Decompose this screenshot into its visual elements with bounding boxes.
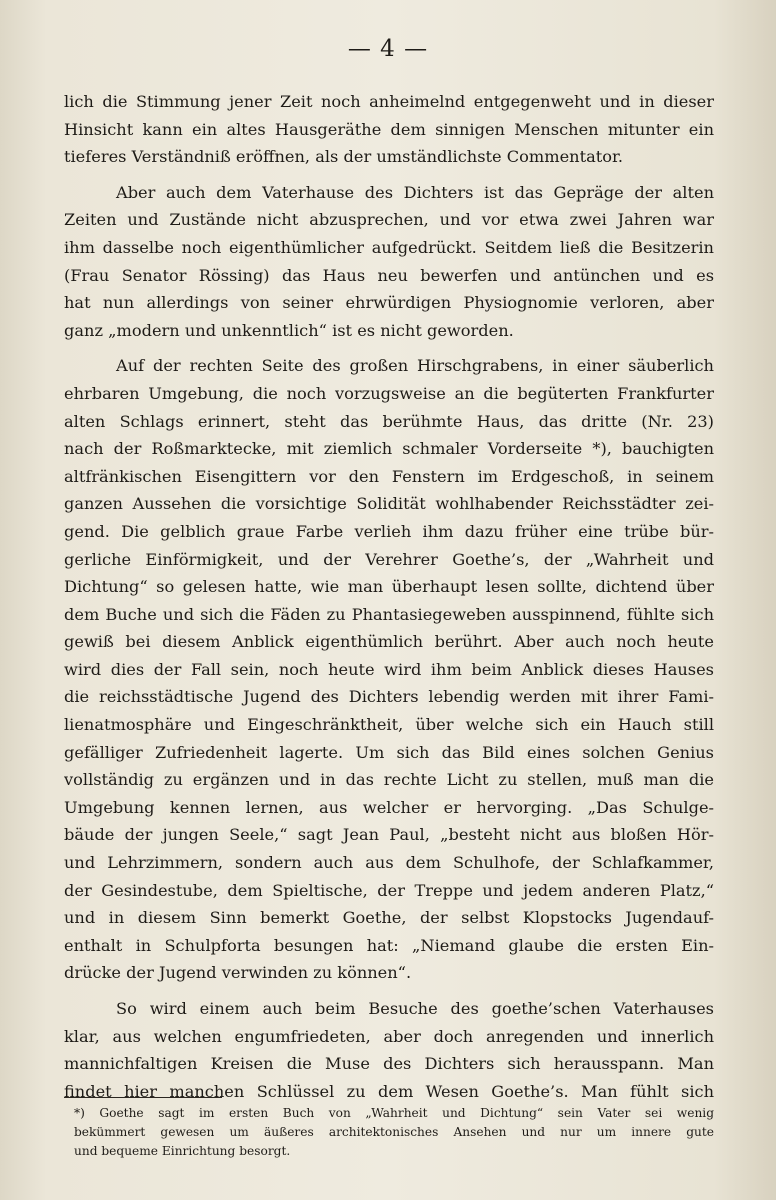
text-line: lich die Stimmung jener Zeit noch anheimelnd entgegenweht und in dieser: [64, 92, 714, 111]
text-line: vollständig zu ergänzen und in das rechte Licht zu stellen, muß man die: [64, 770, 714, 790]
text-line: die reichsstädtische Jugend des Dichters lebendig werden mit ihrer Fami-: [64, 687, 714, 707]
text-line: (Frau Senator Rössing) das Haus neu bewerfen und antünchen und es: [64, 265, 714, 285]
text-line: Umgebung kennen lernen, aus welcher er hervorging. „Das Schulge-: [64, 797, 714, 817]
text-line: tieferes Verständniß eröffnen, als der umständlichste Commentator.: [64, 147, 624, 167]
text-line: lienatmosphäre und Eingeschränktheit, über welche sich ein Hauch still: [64, 715, 714, 735]
text-line: ganz „modern und unkenntlich“ ist es nicht geworden.: [64, 320, 514, 340]
paragraph-gap: [64, 344, 714, 352]
text-line: Aber auch dem Vaterhause des Dichters ist das Gepräge der alten: [116, 182, 714, 202]
paragraph: [64, 88, 714, 171]
text-line: enthalt in Schulpforta besungen hat: „Niemand glaube die ersten Ein-: [64, 935, 714, 955]
text-line: hat nun allerdings von seiner ehrwürdigen Physiognomie verloren, aber: [64, 293, 714, 313]
text-line: mannichfaltigen Kreisen die Muse des Dichters sich herausspann. Man: [64, 1054, 714, 1074]
paragraph: [64, 995, 714, 1105]
paragraph-gap: [64, 171, 714, 179]
text-line: wird dies der Fall sein, noch heute wird ihm beim Anblick dieses Hauses: [64, 659, 714, 679]
paragraph-gap: [64, 987, 714, 995]
footnote-divider: [64, 1097, 222, 1098]
text-line: drücke der Jugend verwinden zu können“.: [64, 963, 412, 983]
text-line: Zeiten und Zustände nicht abzusprechen, und vor etwa zwei Jahren war: [64, 210, 714, 230]
text-line: gefälliger Zufriedenheit lagerte. Um sich das Bild eines solchen Genius: [64, 742, 714, 762]
text-line: und in diesem Sinn bemerkt Goethe, der selbst Klopstocks Jugendauf-: [64, 908, 714, 928]
text-line: Hinsicht kann ein altes Hausgeräthe dem sinnigen Menschen mitunter ein: [64, 119, 714, 139]
footnote-line: und bequeme Einrichtung besorgt.: [74, 1144, 291, 1158]
text-line: alten Schlags erinnert, steht das berühmte Haus, das dritte (Nr. 23): [64, 411, 714, 431]
body-text: [64, 88, 714, 1105]
footnote: [74, 1104, 714, 1161]
footnote-line: *) Goethe sagt im ersten Buch von „Wahrheit und Dichtung“ sein Vater sei wenig: [74, 1106, 714, 1120]
text-line: gend. Die gelblich graue Farbe verlieh ihm dazu früher eine trübe bür-: [64, 521, 714, 541]
text-line: der Gesindestube, dem Spieltische, der Treppe und jedem anderen Platz,“: [64, 880, 714, 900]
paragraph: [64, 352, 714, 987]
text-line: gewiß bei diesem Anblick eigenthümlich berührt. Aber auch noch heute: [64, 632, 714, 652]
text-line: nach der Roßmarktecke, mit ziemlich schmaler Vorderseite *), bauchigten: [64, 439, 714, 459]
text-line: gerliche Einförmigkeit, und der Verehrer Goethe’s, der „Wahrheit und: [64, 549, 714, 569]
text-line: So wird einem auch beim Besuche des goethe’schen Vaterhauses: [116, 999, 714, 1018]
text-line: altfränkischen Eisengittern vor den Fenstern im Erdgeschoß, in seinem: [64, 466, 714, 486]
text-line: findet hier manchen Schlüssel zu dem Wesen Goethe’s. Man fühlt sich: [64, 1081, 714, 1101]
text-line: und Lehrzimmern, sondern auch aus dem Schulhofe, der Schlafkammer,: [64, 853, 714, 873]
text-line: Auf der rechten Seite des großen Hirschgrabens, in einer säuberlich: [116, 356, 714, 376]
paragraph: [64, 179, 714, 345]
page-number: — 4 —: [347, 36, 429, 62]
text-line: dem Buche und sich die Fäden zu Phantasiegeweben ausspinnend, fühlte sich: [64, 604, 714, 624]
text-line: ehrbaren Umgebung, die noch vorzugsweise an die begüterten Frankfurter: [64, 383, 714, 403]
text-line: Dichtung“ so gelesen hatte, wie man überhaupt lesen sollte, dichtend über: [64, 577, 714, 597]
footnote-line: bekümmert gewesen um äußeres architektonisches Ansehen und nur um innere gute: [74, 1125, 714, 1139]
text-line: bäude der jungen Seele,“ sagt Jean Paul, „besteht nicht aus bloßen Hör-: [64, 825, 714, 845]
text-line: ganzen Aussehen die vorsichtige Solidität wohlhabender Reichsstädter zei-: [64, 494, 714, 514]
text-line: klar, aus welchen engumfriedeten, aber doch anregenden und innerlich: [64, 1026, 714, 1046]
text-line: ihm dasselbe noch eigenthümlicher aufgedrückt. Seitdem ließ die Besitzerin: [64, 237, 714, 257]
